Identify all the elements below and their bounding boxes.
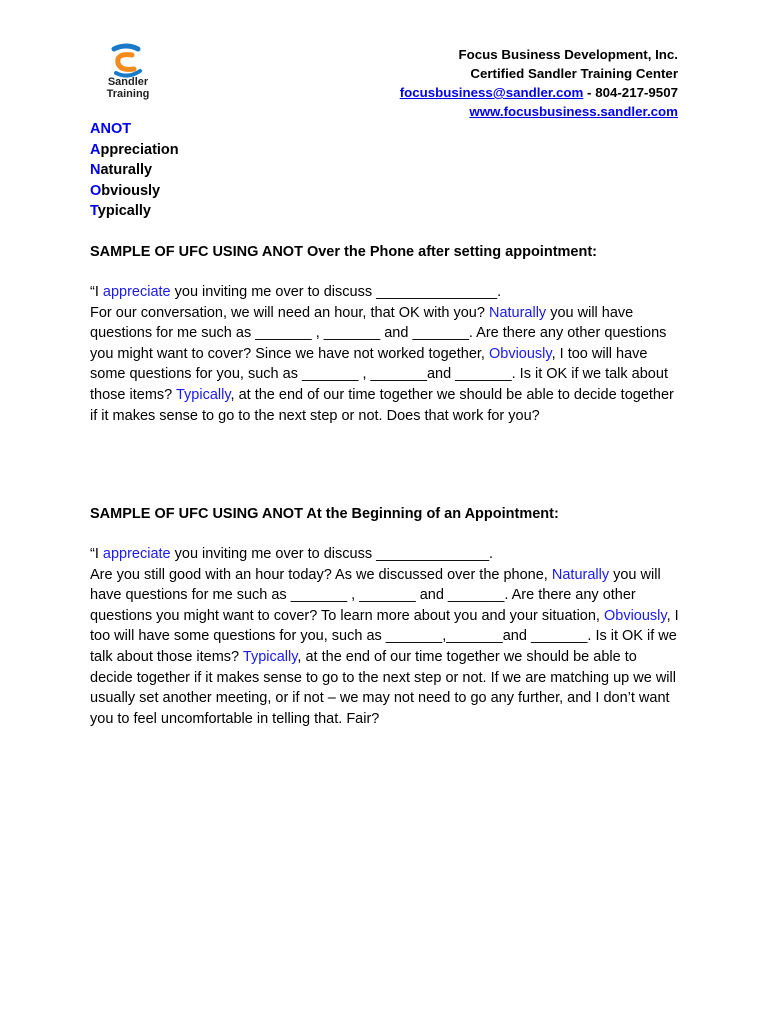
section2-opening: “I appreciate you inviting me over to discuss ______________. <box>90 546 494 562</box>
website-link[interactable]: www.focusbusiness.sandler.com <box>469 104 678 119</box>
section1-body <box>90 282 680 426</box>
acronym-block <box>90 119 179 222</box>
phone-separator: - <box>583 85 596 100</box>
company-name: Focus Business Development, Inc. <box>458 47 678 62</box>
training-center: Certified Sandler Training Center <box>470 66 678 81</box>
acronym-item: Naturally <box>90 162 153 178</box>
section1-opening: “I appreciate you inviting me over to discuss _______________. <box>90 284 502 300</box>
sandler-logo <box>96 43 158 105</box>
phone-number: 804-217-9507 <box>595 85 678 100</box>
contact-block <box>400 45 678 121</box>
acronym-item: Typically <box>90 203 151 219</box>
acronym-title: ANOT <box>90 121 132 137</box>
logo-text: Sandler Training <box>106 76 150 100</box>
section1-heading: SAMPLE OF UFC USING ANOT Over the Phone after setting appointment: <box>90 244 597 260</box>
contact-line <box>400 83 678 102</box>
section2-paragraph: Are you still good with an hour today? As we discussed over the phone, Naturally you will have questions for me such as _______ , _______ and _______. Are there any other questions you might want to cover? To learn more about you and your situation, Obviously, I too will have some questions for you, such as _______,_______and _______. Is it OK if we talk about those items? Typically, at the end of our time together we should be able to decide together if it makes sense to go to the next step or not. If we are matching up we will usually set another meeting, or if not – we may not need to go any further, and I don’t want you to feel uncomfortable in telling that. Fair? <box>90 566 679 727</box>
email-link[interactable]: focusbusiness@sandler.com <box>399 85 584 100</box>
website-line <box>400 102 678 121</box>
section2-heading: SAMPLE OF UFC USING ANOT At the Beginning of an Appointment: <box>90 506 559 522</box>
section2-body <box>90 544 680 729</box>
section1-paragraph: For our conversation, we will need an hour, that OK with you? Naturally you will have questions for me such as _______ , _______ and _______. Are there any other questions you might want to cover? Since we have not worked together, Obviously, I too will have some questions for you, such as _______ , _______and _______. Is it OK if we talk about those items? Typically, at the end of our time together we should be able to decide together if it makes sense to go to the next step or not. Does that work for you? <box>90 304 674 424</box>
acronym-item: Appreciation <box>90 141 179 158</box>
acronym-item: Obviously <box>90 182 161 199</box>
